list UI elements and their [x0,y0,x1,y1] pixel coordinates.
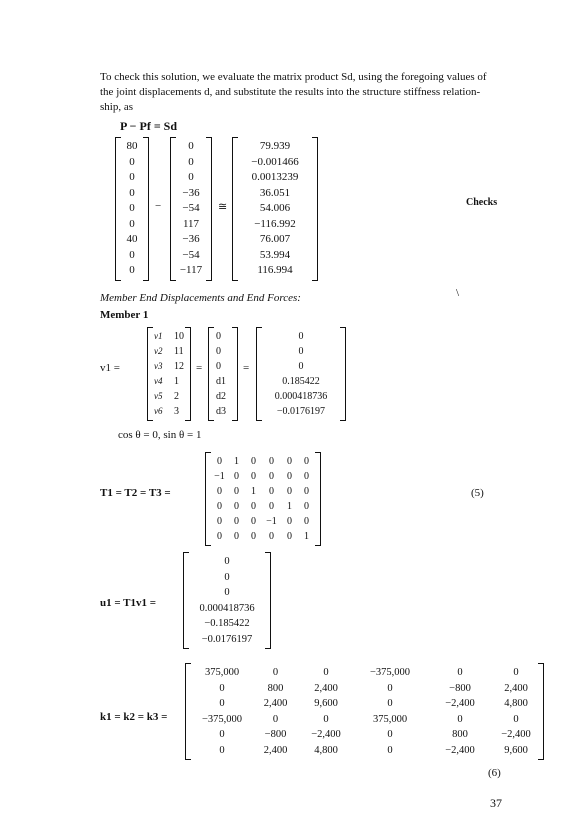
k-matrix-cell: −375,000 [369,667,411,678]
right-bracket [185,327,191,421]
pf-vector-entry: −36 [182,186,200,199]
t-matrix-cell: 0 [287,531,292,542]
v1-d-vector-entry: d1 [216,376,226,387]
p-vector-entry: 0 [129,186,135,199]
pf-vector-entry: 0 [188,140,194,152]
t-matrix-cell: 0 [287,486,292,497]
intro-paragraph [100,70,510,115]
t-matrix-cell: 0 [251,516,256,527]
v1-lhs: v1 = [100,362,120,374]
t-matrix-cell: 0 [217,531,222,542]
pf-vector-entry: 117 [182,217,200,230]
member-heading: Member 1 [100,309,149,321]
right-bracket [538,663,544,760]
v1-symbol: v1 [154,331,163,341]
v1-symbol: v5 [154,391,163,401]
v1-symbol: v4 [154,376,163,386]
v1-code: 10 [174,331,184,342]
t-matrix-cell: 0 [217,456,222,467]
k-matrix-cell: 9,600 [314,698,338,709]
k-matrix-cell: −2,400 [445,698,475,709]
p-vector-entry: 0 [129,171,135,183]
v1-symbol: v3 [154,361,163,371]
k-matrix-cell: 0 [219,698,225,709]
intro-line-2: the joint displacements d, and substitute the results into the structure stiffness relation- [100,86,481,98]
k-matrix-cell: −800 [264,729,287,740]
t-matrix-cell: 0 [251,471,256,482]
t-matrix-cell: 0 [234,501,239,512]
t-matrix-cell: 1 [304,531,309,542]
t-matrix-cell: −1 [214,471,225,482]
sd-vector-entry: −0.001466 [251,155,299,168]
k-matrix-cell: 800 [267,682,284,694]
k-matrix-cell: 2,400 [263,698,288,709]
angle-values: cos θ = 0, sin θ = 1 [118,429,202,441]
t-matrix-cell: 0 [304,516,309,527]
v1-d-vector-entry: d2 [216,391,226,402]
t-matrix-cell: 0 [251,456,256,467]
equals-sign-1: = [196,362,203,374]
k-matrix-cell: 0 [219,729,225,740]
t-matrix-cell: 0 [234,531,239,542]
checks-label: Checks [466,197,498,208]
left-bracket [208,327,214,421]
k-matrix-cell: 0 [219,682,225,694]
v1-value-vector-entry: 0 [298,346,304,357]
sd-vector-entry: 36.051 [259,186,291,199]
k-matrix-cell: 0 [323,713,329,725]
pf-vector-entry: −54 [182,202,200,214]
t-matrix-cell: 0 [269,471,274,482]
t-matrix-cell: 0 [304,456,309,467]
pf-vector [170,137,212,281]
t-matrix-cell: 0 [287,456,292,467]
t-matrix-cell: 0 [304,471,309,482]
k-matrix-cell: 0 [272,713,279,725]
k-matrix-cell: 0 [513,713,519,725]
u1-vector-entry: 0 [224,587,230,598]
t-matrix [205,452,321,546]
pf-vector-entry: −36 [182,233,200,245]
k-matrix-cell: 0 [457,713,463,725]
t-matrix-cell: 0 [234,516,239,527]
v1-code: 12 [174,361,184,372]
v1-d-vector-entry: 0 [216,361,221,372]
approx-sign: ≅ [218,201,228,213]
u1-vector-entry: −0.0176197 [201,633,253,645]
right-bracket [232,327,238,421]
v1-code: 3 [174,406,179,417]
t-matrix-cell: 0 [217,501,222,512]
pf-vector-entry: 0 [188,155,194,168]
k-matrix-cell: 0 [323,667,329,678]
v1-d-vector-entry: d3 [216,406,226,417]
v1-symbol-vector [147,327,191,421]
k-matrix-cell: −2,400 [501,729,531,740]
k-matrix-cell: −2,400 [445,744,475,756]
t-matrix-cell: 0 [269,501,274,512]
p-vector-entry: 0 [129,264,135,276]
u1-lhs: u1 = T1v1 = [100,597,157,609]
page-number: 37 [490,796,502,810]
k-matrix-cell: 0 [513,667,519,678]
check-equation: P − Pf = Sd [120,119,178,133]
k-matrix-cell: 4,800 [504,698,528,709]
t-matrix-cell: 0 [269,486,274,497]
t-matrix-cell: 0 [287,516,292,527]
u1-vector [183,552,271,649]
k-matrix-cell: 375,000 [204,667,240,678]
right-bracket [265,552,271,649]
k-matrix-cell: 2,400 [263,744,288,756]
t-matrix-cell: 1 [234,456,239,467]
v1-value-vector [256,327,346,421]
k-matrix-cell: 0 [387,682,393,694]
u1-vector-entry: 0 [224,571,230,583]
k-matrix [185,663,544,760]
t-matrix-cell: 0 [251,531,256,542]
v1-value-vector-entry: 0.185422 [282,376,320,387]
right-bracket [143,137,149,281]
t-matrix-cell: 0 [304,501,309,512]
t-matrix-cell: 0 [217,516,222,527]
p-vector-entry: 80 [126,140,138,152]
equals-sign-2: = [243,362,250,374]
k-matrix-cell: 9,600 [504,744,528,756]
equation-number-6: (6) [488,767,501,779]
equation-number-5: (5) [471,487,484,499]
v1-d-vector-entry: 0 [216,346,221,357]
right-bracket [315,452,321,546]
t-lhs: T1 = T2 = T3 = [100,487,171,499]
v1-symbol: v2 [154,346,163,356]
sd-vector-entry: 54.006 [259,202,291,214]
k-matrix-cell: 0 [457,667,463,678]
v1-value-vector-entry: 0.000418736 [274,391,328,402]
k-matrix-cell: 2,400 [314,682,338,694]
t-matrix-cell: 1 [251,486,256,497]
p-vector [115,137,149,281]
v1-code: 11 [174,346,184,357]
k-matrix-cell: 375,000 [372,713,408,725]
pf-vector-entry: 0 [188,171,194,183]
k-matrix-cell: −375,000 [201,713,243,725]
v1-symbol: v6 [154,406,163,416]
v1-d-vector-entry: 0 [216,331,221,342]
sd-vector-entry: 53.994 [259,248,291,261]
k-matrix-cell: 4,800 [314,744,338,756]
sd-vector-entry: 79.939 [259,140,291,152]
sd-vector-entry: −116.992 [254,217,296,230]
t-matrix-cell: 0 [251,501,256,512]
pf-vector-entry: −54 [182,248,200,261]
k-matrix-cell: 0 [387,698,393,709]
p-vector-entry: 0 [129,202,135,214]
k-matrix-cell: 0 [219,744,225,756]
k-matrix-cell: 800 [452,729,468,740]
t-matrix-cell: 0 [234,486,239,497]
v1-value-vector-entry: −0.0176197 [276,406,326,417]
k-matrix-cell: 0 [387,744,393,756]
sd-vector [232,137,318,281]
v1-d-vector [208,327,238,421]
left-bracket [147,327,153,421]
t-matrix-cell: 1 [287,501,292,512]
sd-vector-entry: 0.0013239 [251,171,299,183]
v1-code: 2 [174,391,179,402]
right-bracket [312,137,318,281]
section-title: Member End Displacements and End Forces: [100,292,301,304]
sd-vector-entry: 76.007 [259,233,291,245]
t-matrix-cell: −1 [266,516,277,527]
margin-tick: \ [456,287,460,299]
v1-value-vector-entry: 0 [298,331,304,342]
k-matrix-cell: −2,400 [311,729,341,740]
minus-sign: − [155,200,162,212]
v1-value-vector-entry: 0 [298,361,304,372]
v1-code: 1 [174,376,179,387]
t-matrix-cell: 0 [269,531,274,542]
right-bracket [340,327,346,421]
k-matrix-cell: 0 [387,729,393,740]
t-matrix-cell: 0 [304,486,309,497]
right-bracket [206,137,212,281]
intro-line-1: To check this solution, we evaluate the matrix product Sd, using the foregoing values of [100,71,487,83]
k-matrix-cell: 0 [272,667,279,678]
t-matrix-cell: 0 [234,471,239,482]
k-matrix-cell: −800 [449,682,471,694]
intro-line-3: ship, as [100,101,133,113]
t-matrix-cell: 0 [287,471,292,482]
k-lhs: k1 = k2 = k3 = [100,711,168,723]
u1-vector-entry: 0.000418736 [199,602,255,614]
sd-vector-entry: 116.994 [257,264,293,276]
u1-vector-entry: 0 [224,556,230,567]
pf-vector-entry: −117 [179,264,203,276]
p-vector-entry: 0 [129,155,135,168]
p-vector-entry: 0 [129,248,135,261]
t-matrix-cell: 0 [217,486,222,497]
p-vector-entry: 40 [126,233,138,245]
u1-vector-entry: −0.185422 [204,618,250,629]
t-matrix-cell: 0 [269,456,274,467]
p-vector-entry: 0 [129,217,135,230]
k-matrix-cell: 2,400 [504,682,528,694]
